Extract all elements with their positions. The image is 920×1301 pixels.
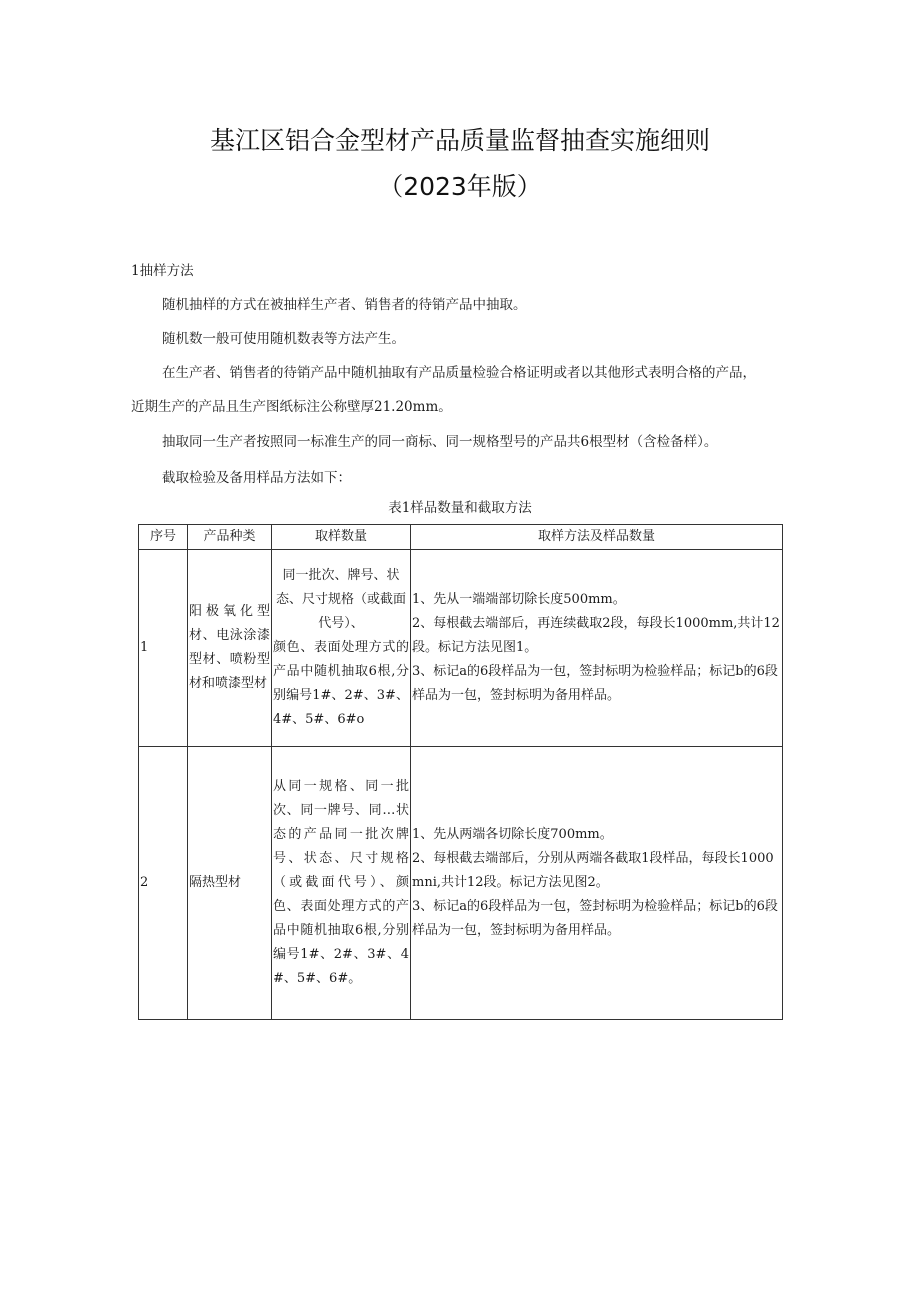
cell-product-type: 阳极氧化型材、电泳涂漆型材、喷粉型材和喷漆型材 [188,550,272,747]
document-subtitle: （2023年版） [378,172,542,201]
method-step: 2、每根截去端部后，再连续截取2段，每段长1000mm,共计12段。标记方法见图1。 [412,616,780,655]
quantity-text: 颜色、表面处理方式的产品中随机抽取6根,分别编号1#、2#、3#、4#、5#、6#o [273,640,409,727]
table-header-row [139,525,783,550]
method-step: 3、标记a的6段样品为一包，签封标明为检验样品；标记b的6段样品为一包，签封标明为备用样品。 [412,899,778,938]
cell-sample-quantity [272,747,411,1020]
quantity-centered-text: 同一批次、牌号、状态、尺寸规格（或截面代号）、 [275,568,406,631]
cell-seq: 2 [139,747,188,1020]
cell-sample-quantity [272,550,411,747]
table-caption: 表1样品数量和截取方法 [388,500,532,516]
cell-seq: 1 [139,550,188,747]
cell-sampling-method [411,747,783,1020]
header-sample-quantity: 取样数量 [272,525,411,550]
table-row [139,550,783,747]
paragraph-random-number: 随机数一般可使用随机数表等方法产生。 [162,331,405,347]
quantity-text: 从同一规格、同一批次、同一牌号、同…状态的产品同一批次牌号、状态、尺寸规格（或截面代号）、颜色、表面处理方式的产品中随机抽取6根,分别编号1#、2#、3#、4#、5#、6#。 [273,779,409,986]
paragraph-wall-thickness: 近期生产的产品且生产图纸标注公称壁厚21.20mm。 [131,399,452,415]
method-step: 1、先从一端端部切除长度500mm。 [412,592,626,607]
method-step: 3、标记a的6段样品为一包，签封标明为检验样品；标记b的6段样品为一包，签封标明为备用样品。 [412,664,778,703]
header-product-type: 产品种类 [188,525,272,550]
paragraph-cutting-intro: 截取检验及备用样品方法如下： [162,470,351,486]
paragraph-qualified-products: 在生产者、销售者的待销产品中随机抽取有产品质量检验合格证明或者以其他形式表明合格的产品， [162,365,756,381]
table-row [139,747,783,1020]
cell-sampling-method [411,550,783,747]
header-seq: 序号 [139,525,188,550]
paragraph-sample-count: 抽取同一生产者按照同一标准生产的同一商标、同一规格型号的产品共6根型材（含检备样）。 [162,434,718,450]
document-title: 基江区铝合金型材产品质量监督抽查实施细则 [209,126,710,155]
section-heading: 1抽样方法 [131,263,194,279]
method-step: 1、先从两端各切除长度700mm。 [412,827,613,842]
sample-table [138,524,783,1020]
header-sampling-method: 取样方法及样品数量 [411,525,783,550]
method-step: 2、每根截去端部后，分别从两端各截取1段样品，每段长1000mni,共计12段。标记方法见图2。 [412,851,774,890]
cell-product-type: 隔热型材 [188,747,272,1020]
paragraph-random-sampling: 随机抽样的方式在被抽样生产者、销售者的待销产品中抽取。 [162,297,527,313]
